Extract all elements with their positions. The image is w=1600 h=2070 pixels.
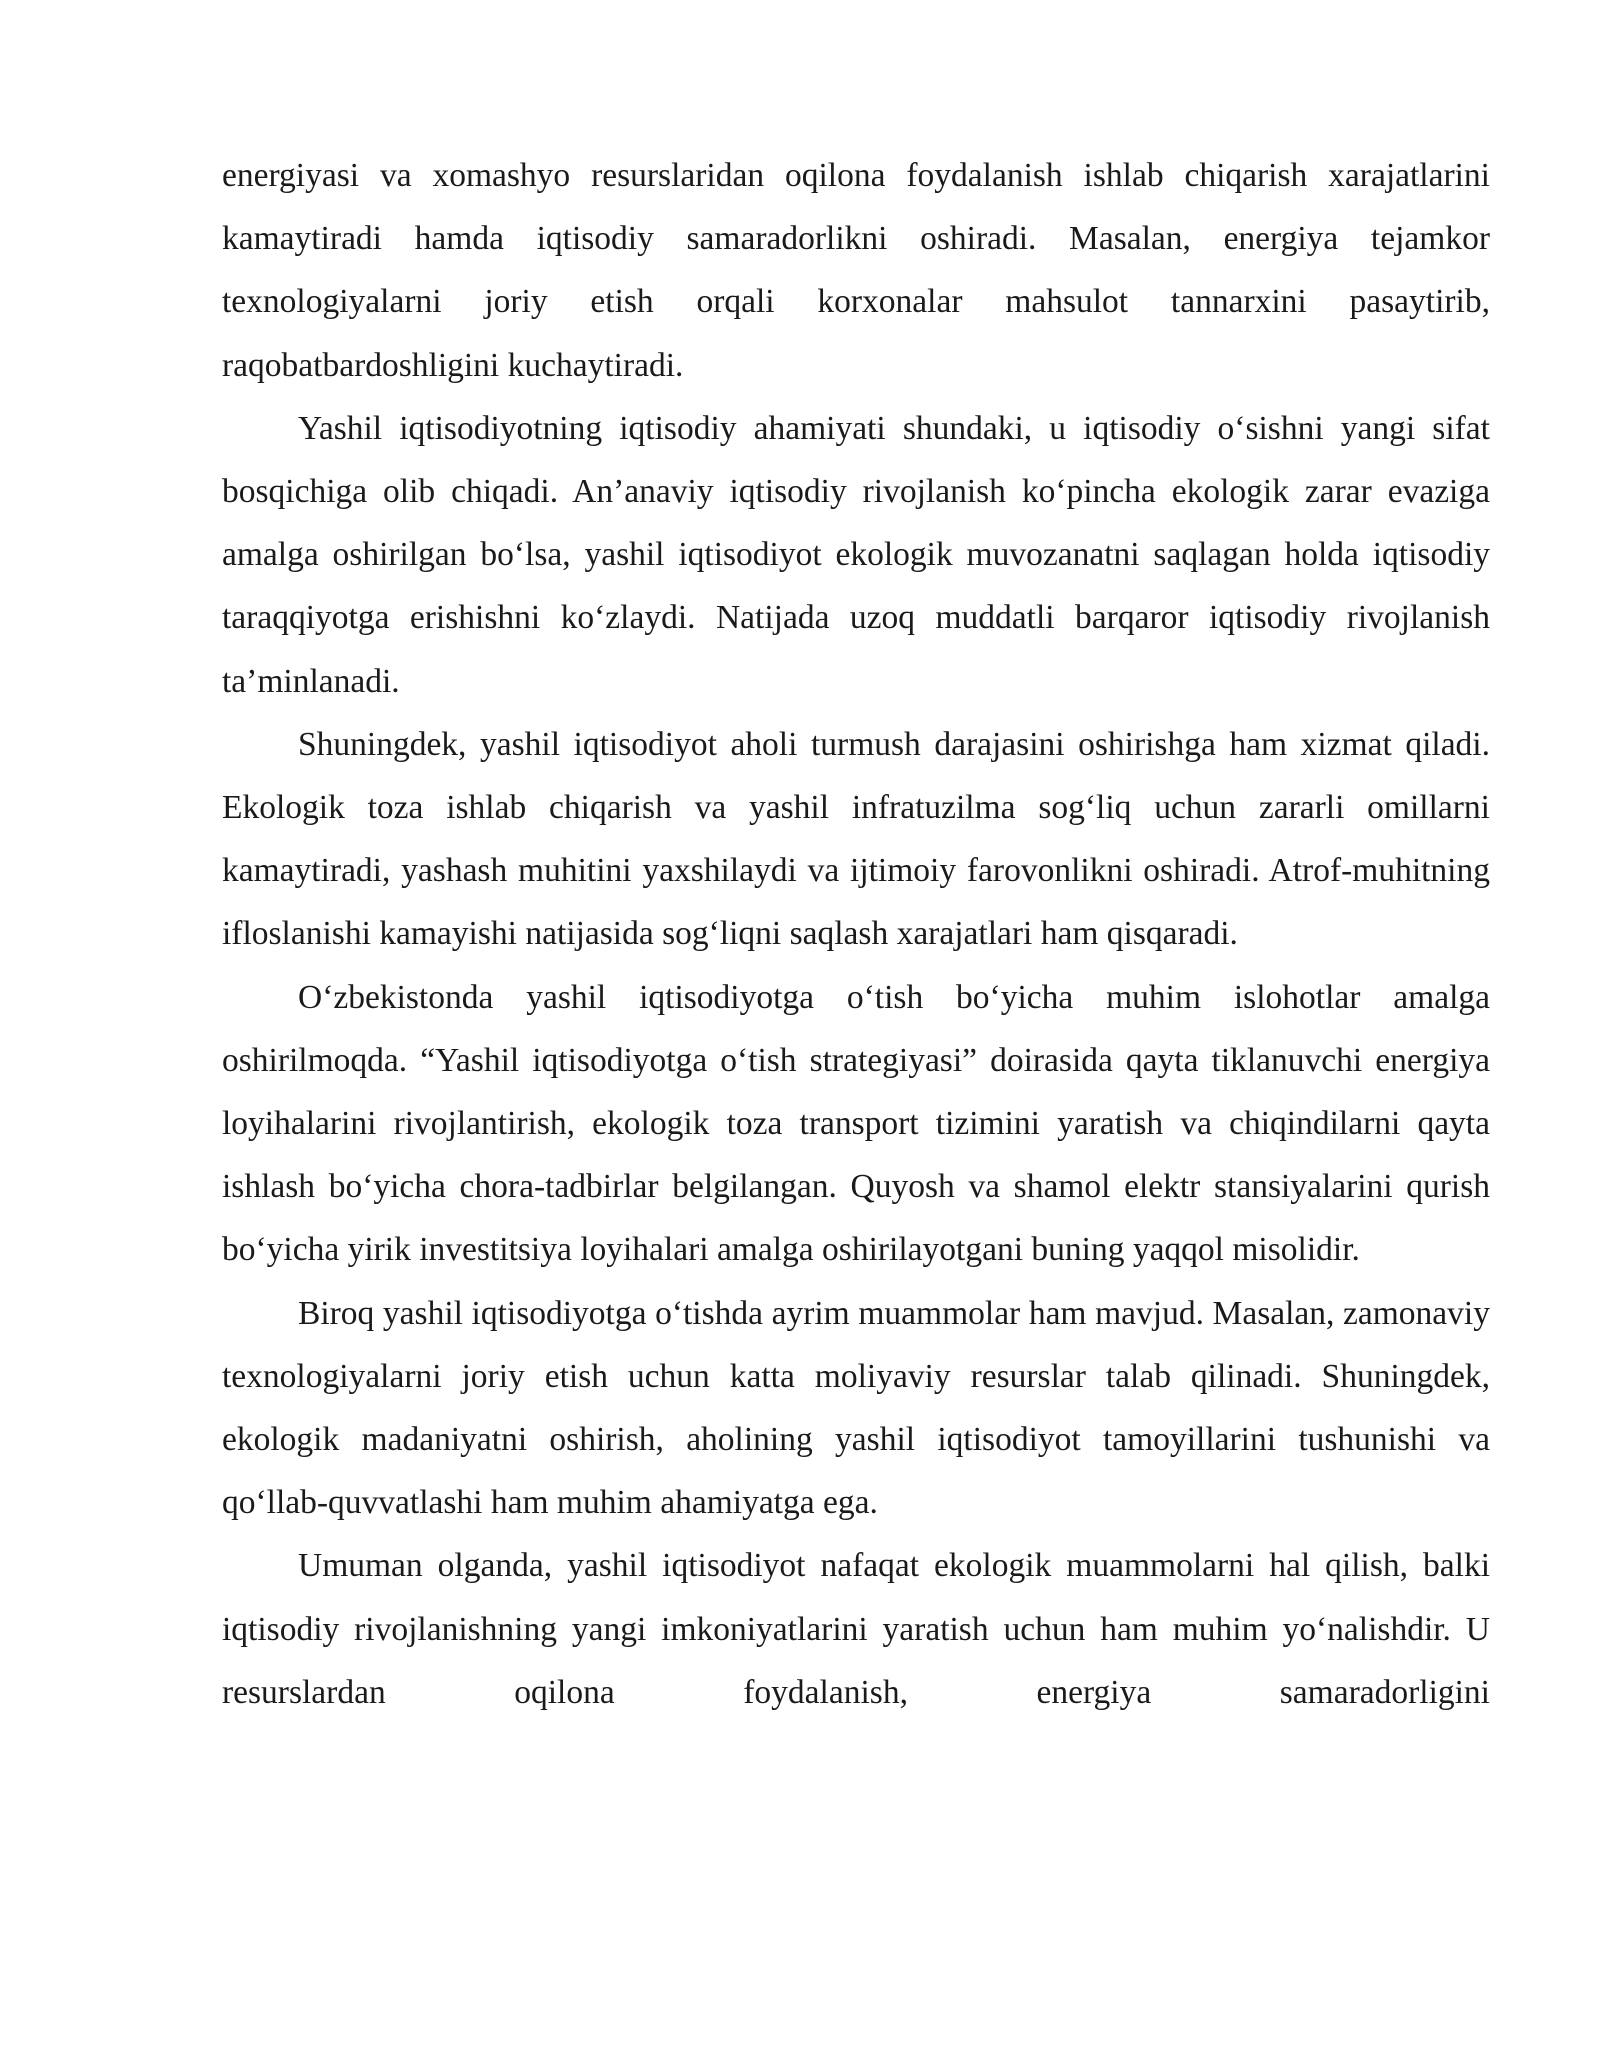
paragraph-conclusion: Umuman olganda, yashil iqtisodiyot nafaqat ekologik muammolarni hal qilish, balki iqtisodiy rivojlanishning yangi imkoniyatlarini yaratish uchun ham muhim yo‘nalishdir. U resurslardan oqilona foydalanish, energiya samaradorligini bbox=[222, 1547, 1490, 1711]
paragraph-continued: energiyasi va xomashyo resurslaridan oqilona foydalanish ishlab chiqarish xarajatlarini kamaytiradi hamda iqtisodiy samaradorlikni oshiradi. Masalan, energiya tejamkor texnologiyalarni joriy etish orqali korxonalar mahsulot tannarxini pasaytirib, raqobatbardoshligini kuchaytiradi. bbox=[222, 157, 1490, 384]
paragraph-problems: Biroq yashil iqtisodiyotga o‘tishda ayrim muammolar ham mavjud. Masalan, zamonaviy texnologiyalarni joriy etish uchun katta moliyaviy resurslar talab qilinadi. Shuningdek, ekologik madaniyatni oshirish, aholining yashil iqtisodiyot tamoyillarini tushunishi va qo‘llab-quvvatlashi ham muhim ahamiyatga ega. bbox=[222, 1294, 1490, 1522]
document-body bbox=[222, 144, 1490, 1724]
paragraph-uzbekistan-reforms: O‘zbekistonda yashil iqtisodiyotga o‘tish bo‘yicha muhim islohotlar amalga oshirilmoqda. “Yashil iqtisodiyotga o‘tish strategiyasi” doirasida qayta tiklanuvchi energiya loyihalarini rivojlantirish, ekologik toza transport tizimini yaratish va chiqindilarni qayta ishlash bo‘yicha chora-tadbirlar belgilangan. Quyosh va shamol elektr stansiyalarini qurish bo‘yicha yirik investitsiya loyihalari amalga oshirilayotgani buning yaqqol misolidir. bbox=[222, 978, 1490, 1269]
paragraph-economic-importance: Yashil iqtisodiyotning iqtisodiy ahamiyati shundaki, u iqtisodiy o‘sishni yangi sifat bosqichiga olib chiqadi. An’anaviy iqtisodiy rivojlanish ko‘pincha ekologik zarar evaziga amalga oshirilgan bo‘lsa, yashil iqtisodiyot ekologik muvozanatni saqlagan holda iqtisodiy taraqqiyotga erishishni ko‘zlaydi. Natijada uzoq muddatli barqaror iqtisodiy rivojlanish ta’minlanadi. bbox=[222, 409, 1490, 700]
paragraph-living-standards: Shuningdek, yashil iqtisodiyot aholi turmush darajasini oshirishga ham xizmat qiladi. Ekologik toza ishlab chiqarish va yashil infratuzilma sog‘liq uchun zararli omillarni kamaytiradi, yashash muhitini yaxshilaydi va ijtimoiy farovonlikni oshiradi. Atrof-muhitning ifloslanishi kamayishi natijasida sog‘liqni saqlash xarajatlari ham qisqaradi. bbox=[222, 725, 1490, 953]
